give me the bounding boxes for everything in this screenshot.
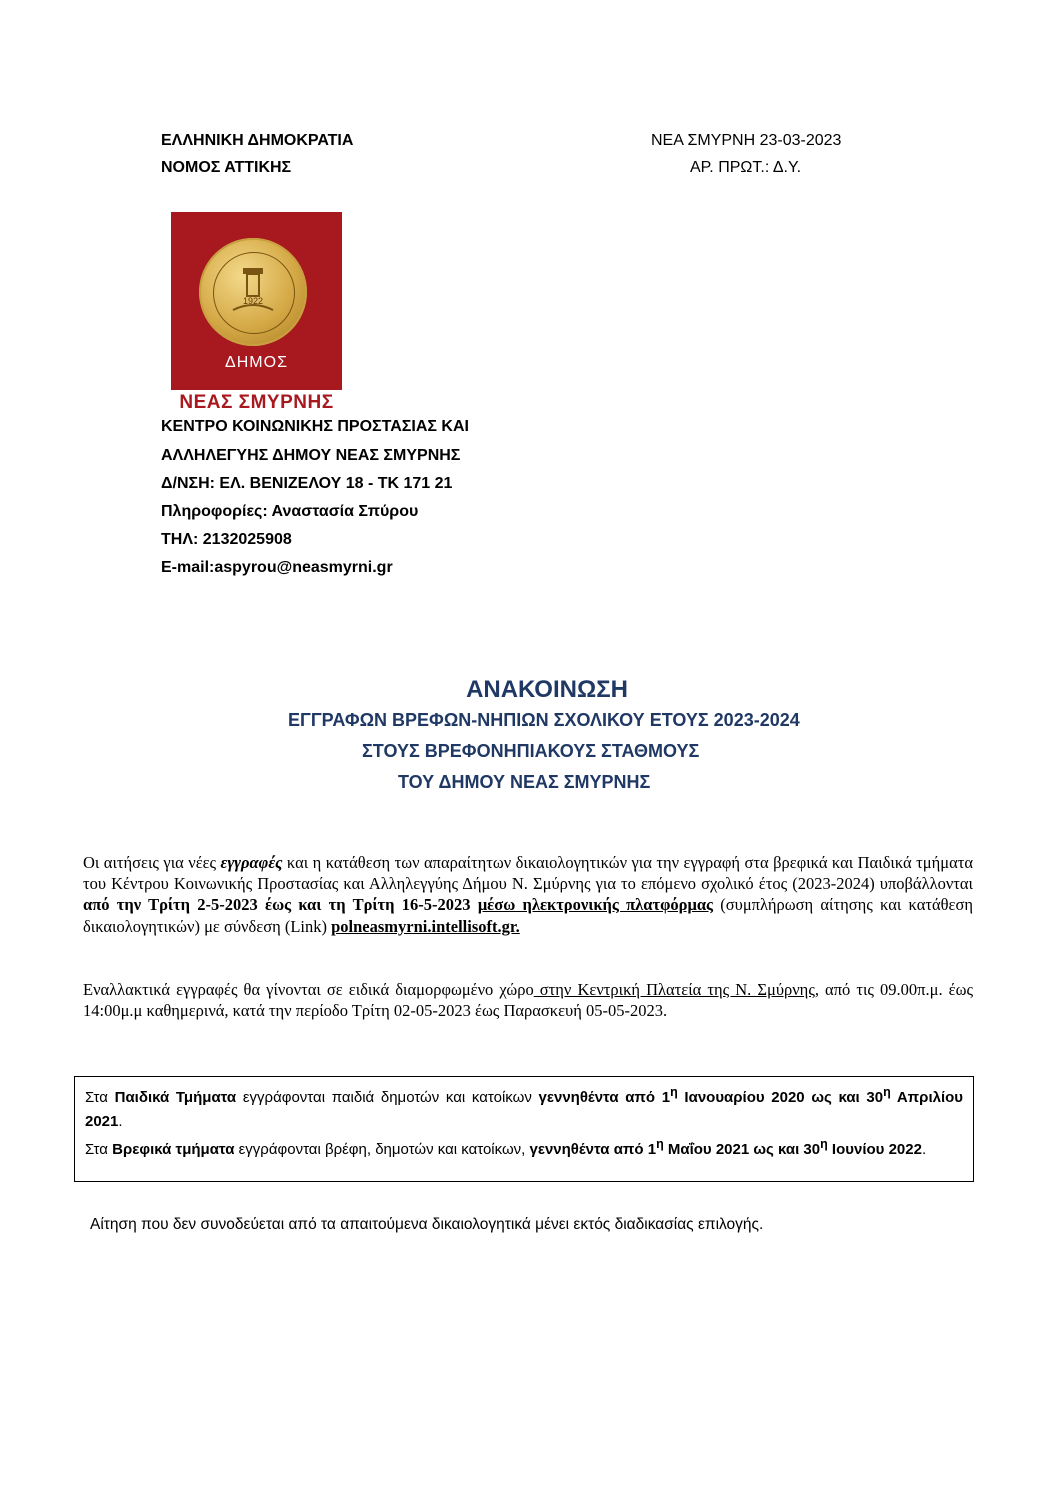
announcement-line-3: ΤΟΥ ΔΗΜΟΥ ΝΕΑΣ ΣΜΥΡΝΗΣ bbox=[398, 772, 651, 792]
announcement-line-1: ΕΓΓΡΑΦΩΝ ΒΡΕΦΩΝ-ΝΗΠΙΩΝ ΣΧΟΛΙΚΟΥ ΕΤΟΥΣ 2023-2024 bbox=[288, 710, 800, 730]
sender-line-2: ΑΛΛΗΛΕΓΥΗΣ ΔΗΜΟΥ ΝΕΑΣ ΣΜΥΡΝΗΣ bbox=[161, 447, 461, 464]
eligibility-children: Στα Παιδικά Τμήματα εγγράφονται παιδιά δημοτών και κατοίκων γεννηθέντα από $1^\eta$ Ιανουαρίου 2020 ως και $30^\eta$ Απριλίου 2021. bbox=[85, 1085, 964, 1130]
eligibility-infants: Στα Βρεφικά τμήματα εγγράφονται βρέφη, δημοτών και κατοίκων, γεννηθέντα από $1^\eta$ Μαΐου 2021 ως και $30^\eta$ Ιουνίου 2022. bbox=[85, 1137, 927, 1158]
sender-email: E-mail:aspyrou@neasmyrni.gr bbox=[161, 559, 393, 576]
prefecture-label: ΝΟΜΟΣ ΑΤΤΙΚΗΣ bbox=[161, 159, 292, 176]
sender-info: Πληροφορίες: Αναστασία Σπύρου bbox=[161, 503, 419, 520]
sender-address: Δ/ΝΣΗ: ΕΛ. ΒΕΝΙΖΕΛΟΥ 18 - ΤΚ 171 21 bbox=[161, 475, 453, 492]
municipality-logo bbox=[171, 212, 342, 390]
announcement-line-2: ΣΤΟΥΣ ΒΡΕΦΟΝΗΠΙΑΚΟΥΣ ΣΤΑΘΜΟΥΣ bbox=[362, 741, 700, 761]
body-paragraph-1: Οι αιτήσεις για νέες εγγραφές και η κατάθεση των απαραίτητων δικαιολογητικών για την εγγραφή στα βρεφικά και Παιδικά τμήματα του Κέντρου Κοινωνικής Προστασίας και Αλληλεγγύης Δήμου Ν. Σμύρνης για το επόμενο σχολικό έτος (2023-2024) υποβάλλονται από την Τρίτη 2-5-2023 έως και τη Τρίτη 16-5-2023 μέσω ηλεκτρονικής πλατφόρμας (συμπλήρωση αίτησης και κατάθεση δικαιολογητικών) με σύνδεση (Link) polneasmyrni.intellisoft.gr. bbox=[83, 853, 974, 936]
logo-line-1: ΔΗΜΟΣ bbox=[225, 354, 288, 371]
country-label: ΕΛΛΗΝΙΚΗ ΔΗΜΟΚΡΑΤΙΑ bbox=[161, 132, 354, 149]
logo-line-2: ΝΕΑΣ ΣΜΥΡΝΗΣ bbox=[179, 392, 334, 413]
protocol-number: ΑΡ. ΠΡΩΤ.: Δ.Υ. bbox=[690, 159, 802, 176]
announcement-heading: ΑΝΑΚΟΙΝΩΣΗ bbox=[466, 676, 628, 703]
footer-note: Αίτηση που δεν συνοδεύεται από τα απαιτούμενα δικαιολογητικά μένει εκτός διαδικασίας επιλογής. bbox=[90, 1216, 764, 1233]
medal-emblem-icon bbox=[199, 238, 307, 346]
platform-link[interactable]: polneasmyrni.intellisoft.gr. bbox=[331, 916, 520, 936]
medal-year: 1922 bbox=[242, 296, 264, 306]
body-paragraph-2: Εναλλακτικά εγγραφές θα γίνονται σε ειδικά διαμορφωμένο χώρο στην Κεντρική Πλατεία της Ν. Σμύρνης, από τις 09.00π.μ. έως 14:00μ.μ καθημερινά, κατά την περίοδο Τρίτη 02-05-2023 έως Παρασκευή 05-05-2023. bbox=[83, 980, 973, 1021]
eligibility-box bbox=[74, 1076, 974, 1182]
sender-line-1: ΚΕΝΤΡΟ ΚΟΙΝΩΝΙΚΗΣ ΠΡΟΣΤΑΣΙΑΣ ΚΑΙ bbox=[161, 418, 469, 435]
sender-phone: ΤΗΛ: 2132025908 bbox=[161, 531, 292, 548]
document-date: ΝΕΑ ΣΜΥΡΝΗ 23-03-2023 bbox=[651, 132, 842, 149]
